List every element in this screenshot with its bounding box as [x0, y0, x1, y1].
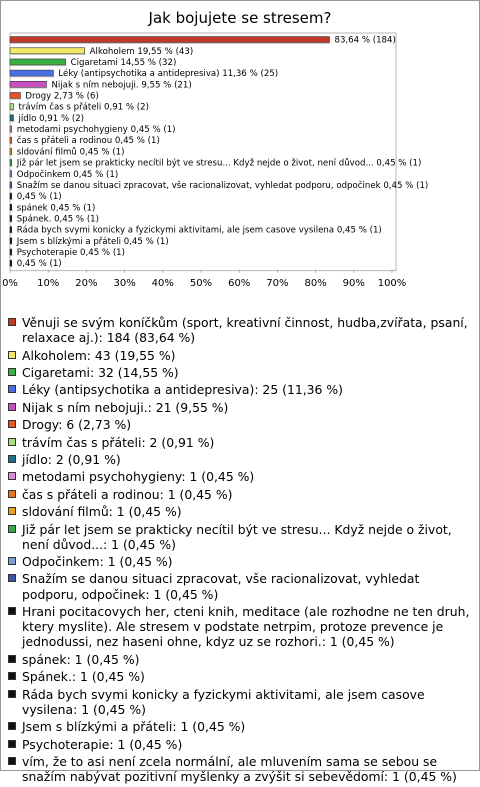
chart-legend: [8, 315, 473, 787]
legend-item: [8, 365, 473, 380]
bar-3: [10, 70, 53, 76]
legend-label: Léky (antipsychotika a antidepresiva): 25 (11,36 %): [22, 382, 343, 398]
legend-label: Již pár let jsem se prakticky necítil být ve stresu... Když nejde o život, není důvod...: 1 (0,45 %): [22, 521, 452, 552]
bar-10: [10, 148, 12, 154]
legend-label: Věnuji se svým koníčkům (sport, kreativní činnost, hudba,zvířata, psaní, relaxace aj.): 184 (83,64 %): [22, 315, 468, 346]
legend-swatch: [8, 385, 16, 393]
legend-swatch: [8, 557, 16, 565]
legend-swatch: [8, 318, 16, 326]
bar-0: [10, 37, 330, 43]
legend-item: [8, 687, 473, 717]
legend-label: Nijak s ním nebojuji.: 21 (9,55 %): [22, 399, 229, 415]
legend-swatch: [8, 757, 16, 765]
legend-swatch: [8, 507, 16, 515]
legend-swatch: [8, 403, 16, 411]
x-tick-label-2: 20%: [75, 277, 98, 289]
bar-label-4: Nijak s ním nebojuji. 9,55 % (21): [51, 80, 192, 91]
bar-1: [10, 48, 85, 54]
bar-label-8: metodami psychohygieny 0,45 % (1): [16, 125, 176, 136]
bar-shadow-12: [11, 177, 13, 178]
bar-19: [10, 249, 12, 255]
bar-label-18: Jsem s blízkými a přáteli 0,45 % (1): [16, 236, 169, 247]
bar-shadow-9: [11, 143, 13, 144]
legend-item: [8, 469, 473, 484]
bar-8: [10, 126, 12, 132]
legend-label: metodami psychohygieny: 1 (0,45 %): [22, 469, 255, 485]
bar-6: [10, 104, 13, 110]
legend-item: [8, 604, 473, 650]
bar-label-6: trávím čas s přáteli 0,91 % (2): [18, 102, 149, 113]
bar-label-16: Spánek. 0,45 % (1): [16, 214, 100, 225]
bar-shadow-1: [11, 54, 86, 55]
bar-18: [10, 238, 12, 244]
bar-shadow-16: [11, 221, 13, 222]
legend-item: [8, 754, 473, 784]
bar-label-10: sldování filmů 0,45 % (1): [16, 147, 125, 158]
x-tick-label-0: 0%: [2, 277, 18, 289]
bar-12: [10, 171, 12, 177]
bar-label-1: Alkoholem 19,55 % (43): [89, 46, 194, 57]
bar-shadow-20: [11, 266, 13, 267]
legend-item: [8, 487, 473, 502]
legend-item: [8, 435, 473, 450]
bar-label-0: 83,64 % (184): [334, 35, 396, 46]
bar-shadow-11: [11, 166, 13, 167]
legend-swatch: [8, 690, 16, 698]
bar-16: [10, 215, 12, 221]
bar-shadow-10: [11, 154, 13, 155]
legend-swatch: [8, 655, 16, 663]
bar-shadow-7: [11, 121, 14, 122]
bar-2: [10, 59, 66, 65]
bar-15: [10, 204, 12, 210]
x-tick-label-7: 70%: [266, 277, 289, 289]
x-tick-label-10: 100%: [377, 277, 407, 289]
bar-20: [10, 260, 12, 266]
legend-swatch: [8, 420, 16, 428]
bar-shadow-15: [11, 210, 13, 211]
bar-shadow-2: [11, 65, 67, 66]
bar-shadow-19: [11, 255, 13, 256]
legend-swatch: [8, 351, 16, 359]
bar-label-7: jídlo 0,91 % (2): [18, 113, 85, 124]
legend-label: čas s přáteli a rodinou: 1 (0,45 %): [22, 486, 233, 502]
bar-shadow-8: [11, 132, 13, 133]
legend-swatch: [8, 722, 16, 730]
legend-item: [8, 452, 473, 467]
legend-item: [8, 669, 473, 684]
bar-label-15: spánek 0,45 % (1): [16, 203, 96, 214]
chart-title: Jak bojujete se stresem?: [148, 9, 332, 27]
legend-swatch: [8, 574, 16, 582]
bar-shadow-5: [11, 98, 21, 99]
legend-label: trávím čas s přáteli: 2 (0,91 %): [22, 434, 215, 450]
bar-label-11: Již pár let jsem se prakticky necítil být ve stresu... Když nejde o život, není důvod... 0,45 % (1): [16, 158, 422, 169]
legend-label: Jsem s blízkými a přáteli: 1 (0,45 %): [22, 719, 246, 735]
legend-label: sldování filmů: 1 (0,45 %): [22, 504, 182, 520]
x-tick-label-4: 40%: [151, 277, 174, 289]
legend-label: Hrani pocitacovych her, cteni knih, meditace (ale rozhodne ne ten druh, ktery myslite). Ale stresem v podstate netrpim, protoze prevence je jednodussi, nez haseni ohne, kdyz uz se rozhori.: 1 (0,45 %): [22, 604, 470, 650]
legend-swatch: [8, 490, 16, 498]
legend-item: [8, 348, 473, 363]
bar-label-12: Odpočinkem 0,45 % (1): [16, 169, 119, 180]
bar-shadow-6: [11, 110, 14, 111]
bar-shadow-14: [11, 199, 13, 200]
legend-label: Cigaretami: 32 (14,55 %): [22, 364, 179, 380]
bar-label-9: čas s přáteli a rodinou 0,45 % (1): [16, 136, 160, 147]
bar-label-20: 0,45 % (1): [16, 259, 62, 270]
legend-item: [8, 315, 473, 345]
legend-label: vím, že to asi není zcela normální, ale mluvením sama se sebou se snažím nabývat pozitivní myšlenky a zvýšit si sebevědomí: 1 (0,45 %): [22, 754, 457, 785]
bar-shadow-17: [11, 233, 13, 234]
x-tick-label-5: 50%: [189, 277, 213, 289]
legend-label: Psychoterapie: 1 (0,45 %): [22, 736, 183, 752]
x-tick-label-1: 10%: [37, 277, 60, 289]
x-tick-label-6: 60%: [228, 277, 251, 289]
bar-label-14: 0,45 % (1): [16, 192, 62, 203]
legend-swatch: [8, 472, 16, 480]
legend-item: [8, 554, 473, 569]
legend-swatch: [8, 525, 16, 533]
legend-label: spánek: 1 (0,45 %): [22, 651, 140, 667]
legend-item: [8, 522, 473, 552]
legend-swatch: [8, 455, 16, 463]
legend-label: Odpočinkem: 1 (0,45 %): [22, 554, 173, 570]
bar-shadow-4: [11, 87, 47, 88]
bar-5: [10, 92, 20, 98]
legend-label: Ráda bych svymi konicky a fyzickymi aktivitami, ale jsem casove vysilena: 1 (0,45 %): [22, 686, 425, 717]
legend-item: [8, 382, 473, 397]
legend-label: Snažím se danou situaci zpracovat, vše racionalizovat, vyhledat podporu, odpočinek: 1 (0,45 %): [22, 571, 420, 602]
bar-label-5: Drogy 2,73 % (6): [25, 91, 99, 102]
legend-label: Drogy: 6 (2,73 %): [22, 417, 132, 433]
legend-item: [8, 737, 473, 752]
legend-item: [8, 400, 473, 415]
legend-label: Spánek.: 1 (0,45 %): [22, 669, 145, 685]
x-tick-label-8: 80%: [304, 277, 327, 289]
bar-label-19: Psychoterapie 0,45 % (1): [16, 248, 126, 259]
legend-swatch: [8, 672, 16, 680]
legend-label: Alkoholem: 43 (19,55 %): [22, 347, 176, 363]
legend-label: jídlo: 2 (0,91 %): [22, 451, 121, 467]
x-tick-label-3: 30%: [113, 277, 136, 289]
bar-shadow-18: [11, 244, 13, 245]
legend-item: [8, 652, 473, 667]
legend-item: [8, 417, 473, 432]
legend-swatch: [8, 740, 16, 748]
x-tick-label-9: 90%: [342, 277, 365, 289]
legend-swatch: [8, 438, 16, 446]
legend-item: [8, 719, 473, 734]
bar-label-2: Cigaretami 14,55 % (32): [70, 57, 177, 68]
legend-item: [8, 504, 473, 519]
legend-swatch: [8, 607, 16, 615]
legend-item: [8, 571, 473, 601]
bar-label-17: Ráda bych svymi konicky a fyzickymi aktivitami, ale jsem casove vysilena 0,45 % (1): [16, 225, 382, 236]
bar-4: [10, 81, 46, 87]
bar-shadow-0: [11, 43, 331, 44]
bar-7: [10, 115, 13, 121]
bar-17: [10, 227, 12, 233]
bar-shadow-3: [11, 76, 54, 77]
bar-label-3: Léky (antipsychotika a antidepresiva) 11,36 % (25): [58, 69, 279, 80]
bar-13: [10, 182, 12, 188]
legend-swatch: [8, 368, 16, 376]
bar-11: [10, 160, 12, 166]
bar-chart: [0, 0, 480, 312]
bar-shadow-13: [11, 188, 13, 189]
bar-14: [10, 193, 12, 199]
bar-label-13: Snažím se danou situaci zpracovat, vše racionalizovat, vyhledat podporu, odpočinek 0,45 % (1): [16, 180, 429, 191]
bar-9: [10, 137, 12, 143]
